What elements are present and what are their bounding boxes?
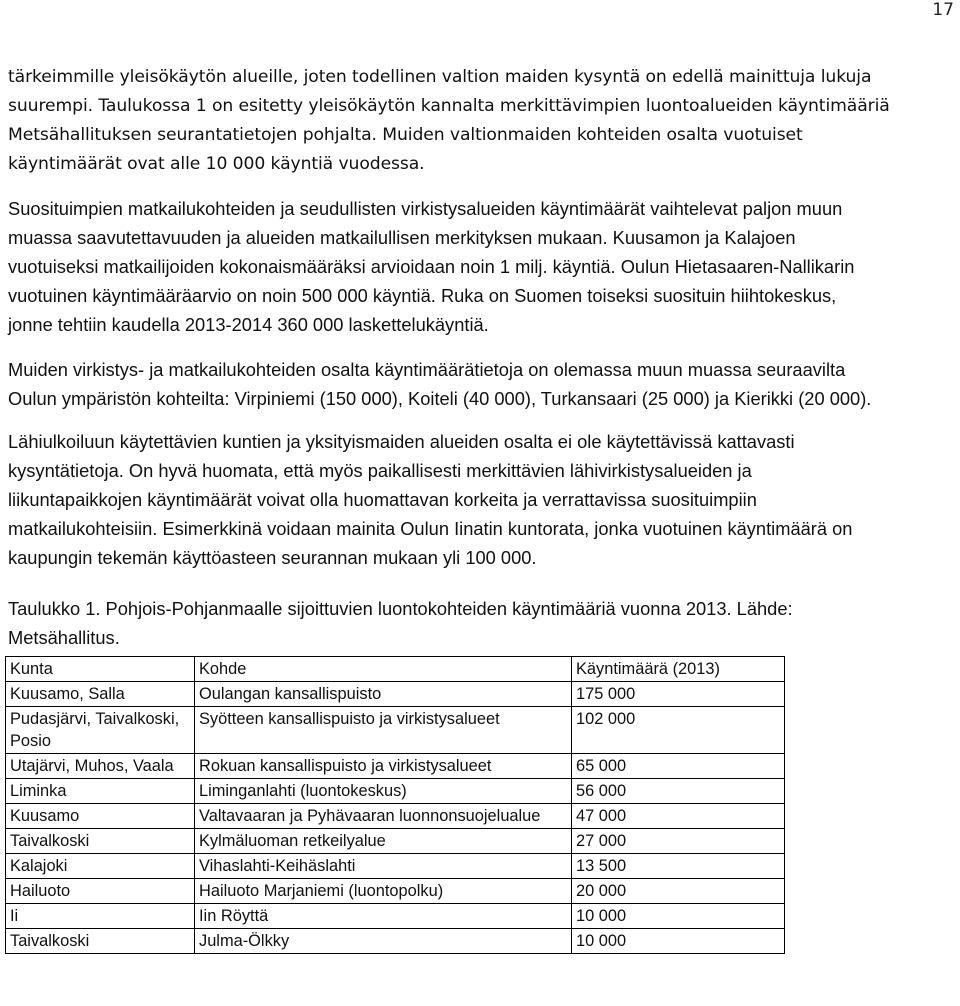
paragraph-4 xyxy=(8,427,958,572)
header-cell-kayntimaara: Käyntimäärä (2013) xyxy=(572,657,785,682)
cell-kayntimaara: 10 000 xyxy=(572,929,785,954)
cell-kayntimaara: 20 000 xyxy=(572,879,785,904)
table-row xyxy=(6,804,785,829)
cell-kohde: Syötteen kansallispuisto ja virkistysalueet xyxy=(195,707,572,754)
table-row xyxy=(6,879,785,904)
paragraph-line: liikuntapaikkojen käyntimäärät voivat olla huomattavan korkeita ja verrattavissa suosituimpiin xyxy=(8,489,757,510)
header-cell-kunta: Kunta xyxy=(6,657,195,682)
cell-kayntimaara: 27 000 xyxy=(572,829,785,854)
cell-kayntimaara: 102 000 xyxy=(572,707,785,754)
cell-kohde: Valtavaaran ja Pyhävaaran luonnonsuojelualue xyxy=(195,804,572,829)
table-row xyxy=(6,779,785,804)
paragraph-line: muassa saavutettavuuden ja alueiden matkailullisen merkityksen mukaan. Kuusamon ja Kalajoen xyxy=(8,227,796,248)
cell-kunta: Ii xyxy=(6,904,195,929)
cell-kunta: Kalajoki xyxy=(6,854,195,879)
cell-kunta: Utajärvi, Muhos, Vaala xyxy=(6,754,195,779)
visits-table xyxy=(5,656,785,954)
paragraph-line: suurempi. Taulukossa 1 on esitetty yleisökäytön kannalta merkittävimpien luontoalueiden käyntimääriä xyxy=(8,96,890,116)
table-row xyxy=(6,854,785,879)
paragraph-line: Lähiulkoiluun käytettävien kuntien ja yksityismaiden alueiden osalta ei ole käytettävissä kattavasti xyxy=(8,431,795,452)
paragraph-line: matkailukohteisiin. Esimerkkinä voidaan mainita Oulun Iinatin kuntorata, jonka vuotuinen käyntimäärä on xyxy=(8,518,853,539)
cell-kunta: Kuusamo, Salla xyxy=(6,682,195,707)
paragraph-line: kaupungin tekemän käyttöasteen seurannan mukaan yli 100 000. xyxy=(8,547,537,568)
table-row xyxy=(6,929,785,954)
paragraph-line: jonne tehtiin kaudella 2013-2014 360 000 laskettelukäyntiä. xyxy=(8,314,489,335)
cell-kunta: Pudasjärvi, Taivalkoski, Posio xyxy=(6,707,195,754)
cell-kunta: Taivalkoski xyxy=(6,829,195,854)
cell-kohde: Oulangan kansallispuisto xyxy=(195,682,572,707)
cell-kayntimaara: 56 000 xyxy=(572,779,785,804)
header-cell-kohde: Kohde xyxy=(195,657,572,682)
paragraph-line: vuotuinen käyntimääräarvio on noin 500 000 käyntiä. Ruka on Suomen toiseksi suosituin hiihtokeskus, xyxy=(8,285,837,306)
table-row xyxy=(6,707,785,754)
cell-kunta: Liminka xyxy=(6,779,195,804)
paragraph-line: Suosituimpien matkailukohteiden ja seudullisten virkistysalueiden käyntimäärät vaihtelevat paljon muun xyxy=(8,198,843,219)
paragraph-1 xyxy=(8,63,958,179)
paragraph-line: Oulun ympäristön kohteilta: Virpiniemi (150 000), Koiteli (40 000), Turkansaari (25 000) ja Kierikki (20 000). xyxy=(8,388,872,409)
paragraph-line: kysyntätietoja. On hyvä huomata, että myös paikallisesti merkittävien lähivirkistysalueiden ja xyxy=(8,460,752,481)
table-row xyxy=(6,682,785,707)
table-row xyxy=(6,829,785,854)
cell-kunta: Hailuoto xyxy=(6,879,195,904)
cell-kohde: Hailuoto Marjaniemi (luontopolku) xyxy=(195,879,572,904)
table-header-row xyxy=(6,657,785,682)
paragraph-line: Muiden virkistys- ja matkailukohteiden osalta käyntimäärätietoja on olemassa muun muassa seuraavilta xyxy=(8,359,846,380)
paragraph-2 xyxy=(8,194,958,339)
cell-kohde: Rokuan kansallispuisto ja virkistysalueet xyxy=(195,754,572,779)
cell-kohde: Iin Röyttä xyxy=(195,904,572,929)
paragraph-3 xyxy=(8,355,958,413)
cell-kohde: Liminganlahti (luontokeskus) xyxy=(195,779,572,804)
cell-kohde: Vihaslahti-Keihäslahti xyxy=(195,854,572,879)
cell-kayntimaara: 13 500 xyxy=(572,854,785,879)
paragraph-line: käyntimäärät ovat alle 10 000 käyntiä vuodessa. xyxy=(8,154,425,174)
paragraph-line: vuotuiseksi matkailijoiden kokonaismääräksi arvioidaan noin 1 milj. käyntiä. Oulun Hietasaaren-Nallikarin xyxy=(8,256,855,277)
cell-kohde: Kylmäluoman retkeilyalue xyxy=(195,829,572,854)
table-caption xyxy=(8,594,958,652)
paragraph-line: tärkeimmille yleisökäytön alueille, joten todellinen valtion maiden kysyntä on edellä mainittuja lukuja xyxy=(8,67,872,87)
cell-kunta: Taivalkoski xyxy=(6,929,195,954)
table-row xyxy=(6,754,785,779)
cell-kunta: Kuusamo xyxy=(6,804,195,829)
cell-kohde: Julma-Ölkky xyxy=(195,929,572,954)
page-number: 17 xyxy=(932,0,954,20)
cell-kayntimaara: 65 000 xyxy=(572,754,785,779)
cell-kayntimaara: 10 000 xyxy=(572,904,785,929)
paragraph-line: Metsähallituksen seurantatietojen pohjalta. Muiden valtionmaiden kohteiden osalta vuotuiset xyxy=(8,125,803,145)
cell-kayntimaara: 47 000 xyxy=(572,804,785,829)
table-row xyxy=(6,904,785,929)
caption-line: Taulukko 1. Pohjois-Pohjanmaalle sijoittuvien luontokohteiden käyntimääriä vuonna 2013. Lähde: xyxy=(8,598,793,619)
caption-line: Metsähallitus. xyxy=(8,627,120,648)
cell-kayntimaara: 175 000 xyxy=(572,682,785,707)
